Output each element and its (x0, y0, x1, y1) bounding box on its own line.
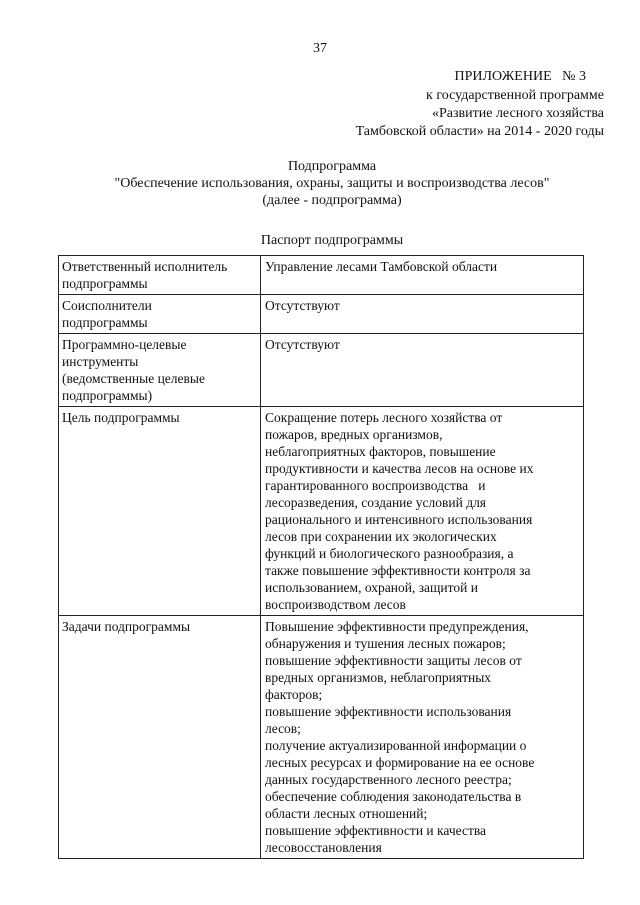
row-label (59, 407, 261, 616)
row-value (261, 256, 584, 295)
passport-title: Паспорт подпрограммы (260, 233, 404, 248)
subprogram-note: (далее - подпрограмма) (262, 193, 402, 208)
row-label-line: Ответственный исполнитель (62, 259, 228, 274)
row-value-line: лесов при сохранении их экологических (265, 529, 497, 544)
row-value-line: лесных ресурсах и формирование на ее основе (265, 755, 535, 770)
subprogram-heading-block (0, 158, 640, 209)
subprogram-name: "Обеспечение использования, охраны, защиты и воспроизводства лесов" (114, 176, 550, 191)
row-value-line: Отсутствуют (265, 298, 340, 313)
table-row (59, 295, 584, 334)
row-value-line: использованием, охраной, защитой и (265, 580, 478, 595)
row-value-line: продуктивности и качества лесов на основе их (265, 461, 534, 476)
row-value-line: лесовосстановления (265, 840, 382, 855)
table-row (59, 256, 584, 295)
table-row (59, 407, 584, 616)
row-value-line: также повышение эффективности контроля за (265, 563, 531, 578)
row-value-line: Отсутствуют (265, 337, 340, 352)
row-value-line: пожаров, вредных организмов, (265, 427, 443, 442)
row-value-line: лесов; (265, 721, 301, 736)
row-value-line: неблагоприятных факторов, повышение (265, 444, 496, 459)
row-label-line: подпрограммы (62, 315, 148, 330)
row-label (59, 616, 261, 859)
subprogram-heading: Подпрограмма (287, 159, 377, 174)
table-row (59, 616, 584, 859)
row-value (261, 295, 584, 334)
appendix-line: к государственной программе (426, 88, 604, 103)
row-value-line: Сокращение потерь лесного хозяйства от (265, 410, 503, 425)
row-value-line: повышение эффективности защиты лесов от (265, 653, 522, 668)
row-label-line: подпрограммы (62, 276, 148, 291)
passport-table (58, 255, 584, 859)
appendix-line: «Развитие лесного хозяйства (431, 106, 604, 121)
row-value-line: гарантированного воспроизводства и (265, 478, 486, 493)
row-label-line: инструменты (62, 354, 139, 369)
row-label-line: Программно-целевые (62, 337, 187, 352)
appendix-title: ПРИЛОЖЕНИЕ № 3 (454, 69, 586, 84)
row-value-line: функций и биологического разнообразия, а (265, 546, 514, 561)
row-value-line: Управление лесами Тамбовской области (265, 259, 498, 274)
row-value-line: лесоразведения, создание условий для (265, 495, 487, 510)
page-number: 37 (313, 41, 327, 56)
row-value-line: получение актуализированной информации о (265, 738, 527, 753)
row-value-line: обнаружения и тушения лесных пожаров; (265, 636, 506, 651)
row-value-line: повышение эффективности и качества (265, 823, 487, 838)
row-value-line: рационального и интенсивного использования (265, 512, 533, 527)
row-value-line: повышение эффективности использования (265, 704, 512, 719)
row-label-line: Соисполнители (62, 298, 152, 313)
row-value-line: Повышение эффективности предупреждения, (265, 619, 529, 634)
row-value-line: воспроизводством лесов (265, 597, 406, 612)
row-label (59, 334, 261, 407)
row-label-line: подпрограммы) (62, 388, 153, 403)
appendix-line: Тамбовской области» на 2014 - 2020 годы (355, 124, 604, 139)
appendix-block (356, 68, 604, 141)
row-value-line: факторов; (265, 687, 323, 702)
row-value-line: обеспечение соблюдения законодательства в (265, 789, 522, 804)
row-value (261, 334, 584, 407)
table-row (59, 334, 584, 407)
row-value-line: вредных организмов, неблагоприятных (265, 670, 492, 685)
row-value (261, 616, 584, 859)
row-label (59, 295, 261, 334)
row-label (59, 256, 261, 295)
row-value-line: данных государственного лесного реестра; (265, 772, 512, 787)
row-label-line: Цель подпрограммы (62, 410, 180, 425)
row-value-line: области лесных отношений; (265, 806, 428, 821)
row-value (261, 407, 584, 616)
row-label-line: Задачи подпрограммы (62, 619, 191, 634)
row-label-line: (ведомственные целевые (62, 371, 205, 386)
